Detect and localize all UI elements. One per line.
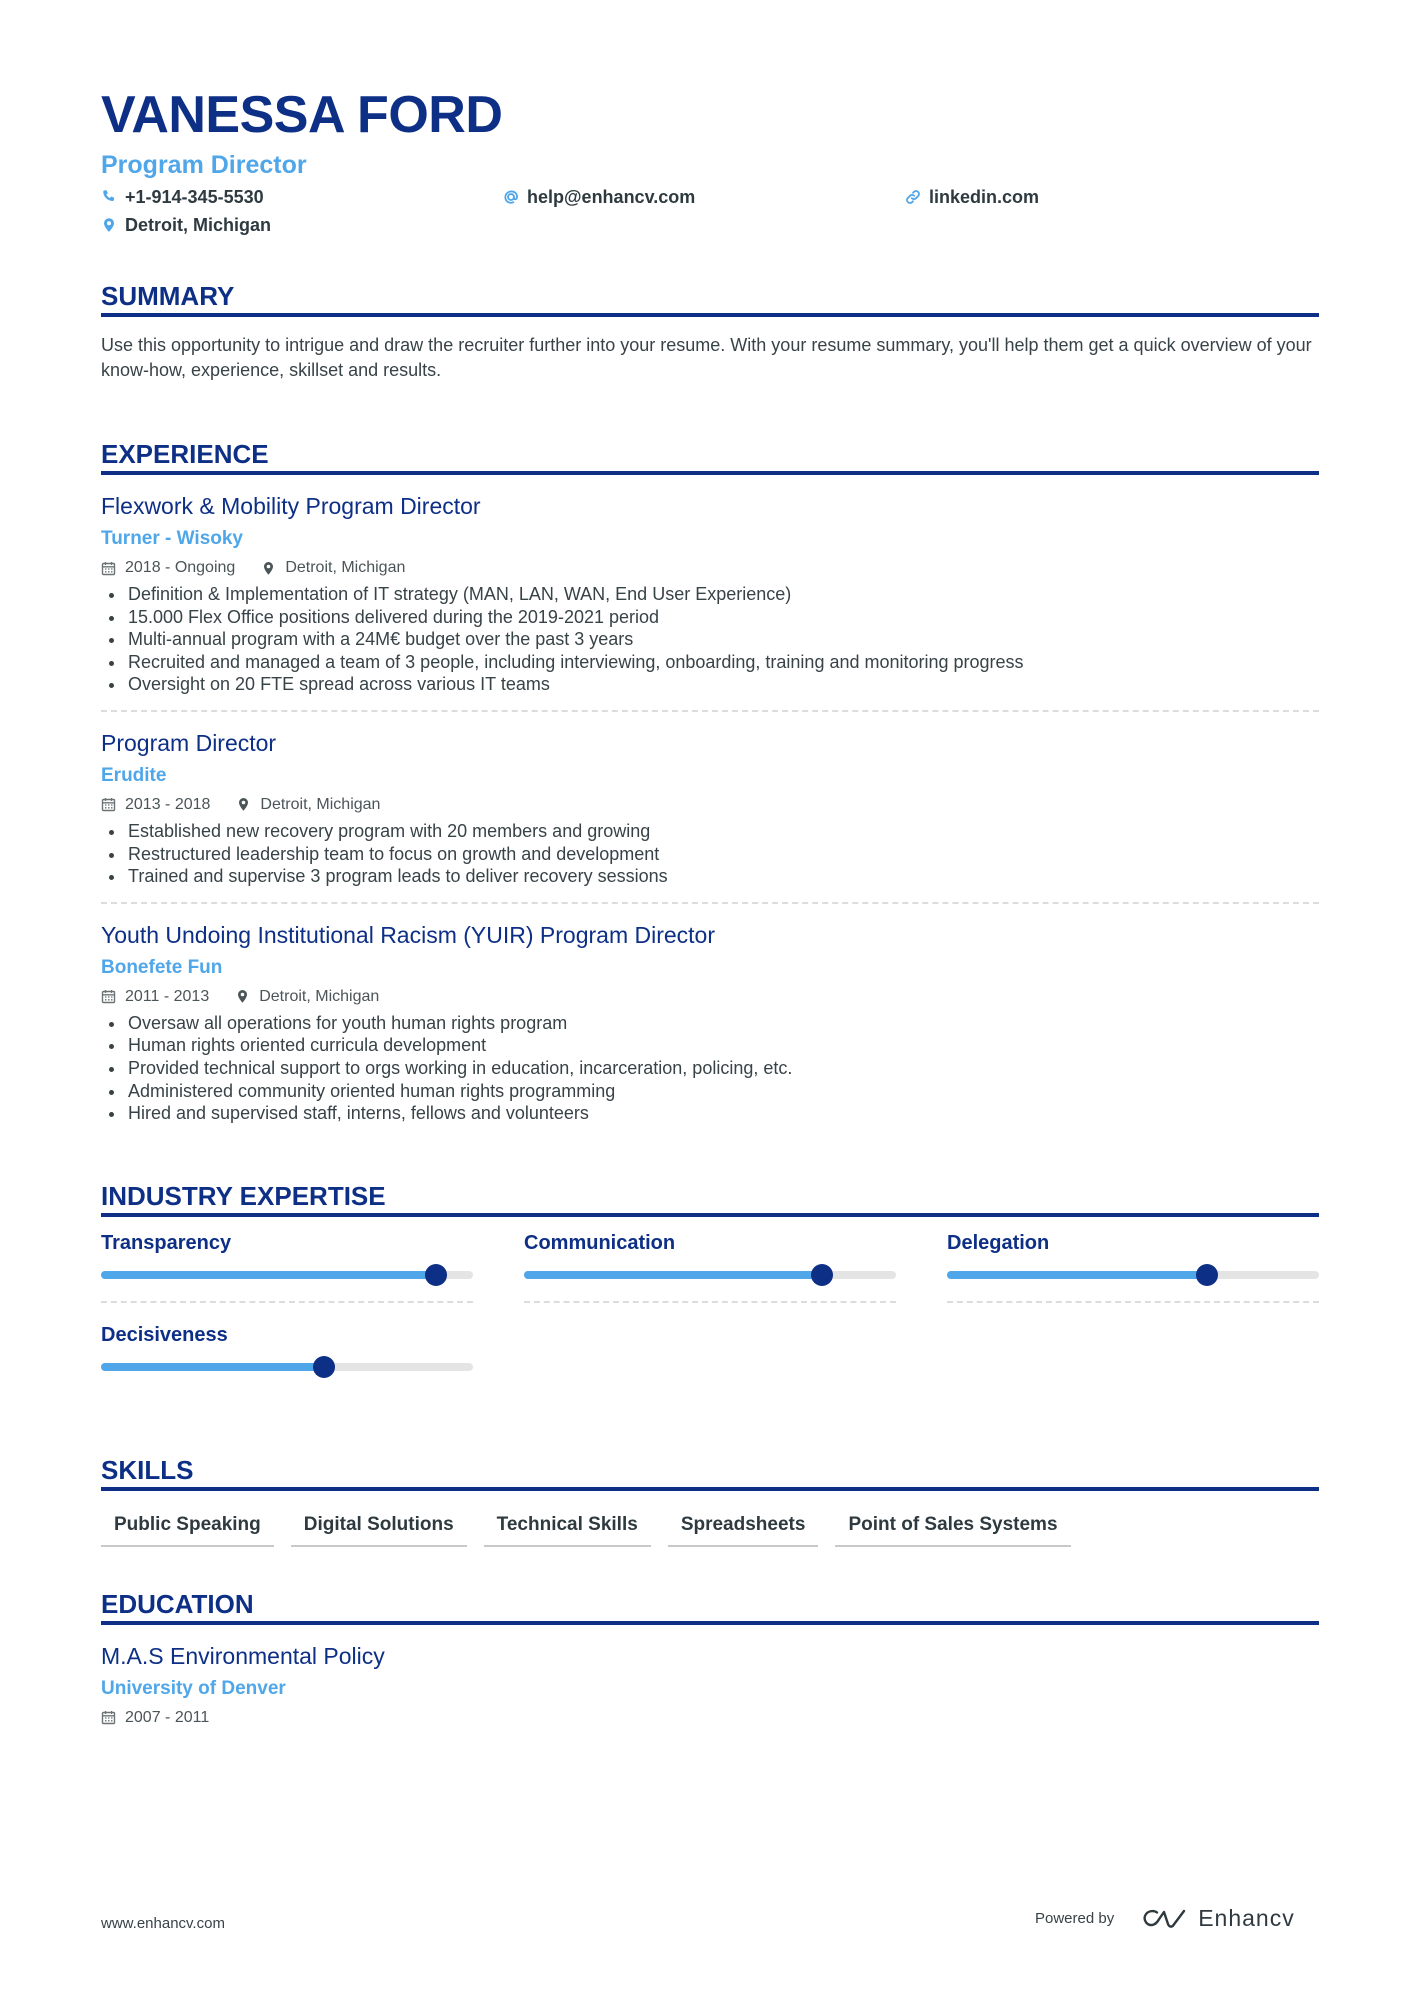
- list-item: Oversight on 20 FTE spread across various IT teams: [101, 673, 1319, 696]
- job-title: Youth Undoing Institutional Racism (YUIR) Program Director: [101, 921, 716, 948]
- contact-phone[interactable]: [101, 185, 503, 209]
- email-text: help@enhancv.com: [527, 186, 696, 207]
- summary-section: [101, 281, 1319, 383]
- expertise-bar: [101, 1271, 473, 1279]
- expertise-bar-knob: [1196, 1264, 1218, 1286]
- summary-text: Use this opportunity to intrigue and draw the recruiter further into your resume. With your resume summary, you'll help them get a quick overview of your know-how, experience, skillset and results.: [101, 335, 1312, 380]
- list-item: Hired and supervised staff, interns, fellows and volunteers: [101, 1102, 1319, 1125]
- expertise-item: [101, 1231, 473, 1303]
- job-company: Turner - Wisoky: [101, 528, 243, 549]
- list-item: Established new recovery program with 20 members and growing: [101, 820, 1319, 843]
- expertise-section: [101, 1181, 1319, 1393]
- expertise-bar: [947, 1271, 1319, 1279]
- job-title: Program Director: [101, 729, 277, 756]
- expertise-grid: [101, 1231, 1319, 1393]
- location-pin-icon: [101, 217, 117, 233]
- summary-heading: SUMMARY: [101, 281, 1319, 317]
- education-heading: EDUCATION: [101, 1589, 1319, 1625]
- contact-email[interactable]: [503, 185, 905, 209]
- expertise-bar-fill: [524, 1271, 822, 1279]
- list-item: Human rights oriented curricula development: [101, 1034, 1319, 1057]
- enhancv-logo[interactable]: [1142, 1905, 1295, 1932]
- experience-section: [101, 439, 1319, 1139]
- expertise-bar-fill: [947, 1271, 1207, 1279]
- expertise-bar: [524, 1271, 896, 1279]
- expertise-label: Delegation: [947, 1231, 1050, 1254]
- job-entry: [101, 712, 1319, 904]
- education-school: University of Denver: [101, 1677, 286, 1699]
- list-item: 15.000 Flex Office positions delivered during the 2019-2021 period: [101, 606, 1319, 629]
- job-company: Bonefete Fun: [101, 956, 223, 978]
- phone-icon: [101, 189, 117, 205]
- contact-location: [101, 213, 503, 237]
- job-dates: 2018 - Ongoing: [125, 559, 236, 576]
- location-pin-icon: [236, 797, 251, 812]
- powered-by-text: Powered by: [1035, 1910, 1115, 1927]
- location-pin-icon: [235, 989, 250, 1004]
- expertise-heading: INDUSTRY EXPERTISE: [101, 1181, 1319, 1217]
- job-location: Detroit, Michigan: [285, 559, 406, 576]
- job-company: Erudite: [101, 764, 167, 786]
- expertise-label: Transparency: [101, 1231, 232, 1254]
- list-item: Trained and supervise 3 program leads to deliver recovery sessions: [101, 865, 1319, 888]
- expertise-item: [524, 1231, 896, 1303]
- linkedin-text: linkedin.com: [929, 186, 1040, 207]
- expertise-label: Communication: [524, 1231, 676, 1254]
- education-section: [101, 1589, 1319, 1729]
- skills-heading: SKILLS: [101, 1455, 1319, 1491]
- skill-tag: Digital Solutions: [291, 1513, 467, 1547]
- list-item: Recruited and managed a team of 3 people, including interviewing, onboarding, training and monitoring progress: [101, 651, 1319, 674]
- expertise-label: Decisiveness: [101, 1323, 228, 1346]
- list-item: Restructured leadership team to focus on growth and development: [101, 843, 1319, 866]
- job-location: Detroit, Michigan: [260, 795, 381, 813]
- list-item: Administered community oriented human rights programming: [101, 1080, 1319, 1103]
- enhancv-logo-text: Enhancv: [1198, 1905, 1295, 1931]
- expertise-bar-knob: [811, 1264, 833, 1286]
- enhancv-logo-icon: [1142, 1907, 1188, 1931]
- skill-tag: Spreadsheets: [668, 1513, 819, 1547]
- calendar-icon: [101, 797, 116, 812]
- contact-linkedin[interactable]: [905, 185, 1307, 209]
- phone-text: +1-914-345-5530: [125, 186, 264, 207]
- location-pin-icon: [261, 561, 276, 576]
- job-entry: [101, 475, 1319, 712]
- skill-tag: Point of Sales Systems: [835, 1513, 1070, 1547]
- calendar-icon: [101, 561, 116, 576]
- skills-list: [101, 1513, 1319, 1547]
- job-bullets: [101, 820, 1319, 888]
- list-item: Definition & Implementation of IT strategy (MAN, LAN, WAN, End User Experience): [101, 583, 1319, 606]
- location-text: Detroit, Michigan: [125, 214, 272, 235]
- footer-branding: [1035, 1905, 1295, 1932]
- calendar-icon: [101, 1710, 116, 1725]
- list-item: Multi-annual program with a 24M€ budget over the past 3 years: [101, 628, 1319, 651]
- job-meta: [101, 986, 1319, 1008]
- expertise-item: [947, 1231, 1319, 1303]
- experience-heading: EXPERIENCE: [101, 439, 1319, 475]
- skill-tag: Technical Skills: [484, 1513, 651, 1547]
- expertise-bar-knob: [425, 1264, 447, 1286]
- footer-website[interactable]: www.enhancv.com: [101, 1915, 225, 1932]
- job-title: Flexwork & Mobility Program Director: [101, 493, 481, 519]
- link-icon: [905, 189, 921, 205]
- expertise-bar-knob: [313, 1356, 335, 1378]
- candidate-title: Program Director: [101, 151, 307, 179]
- job-dates: 2011 - 2013: [125, 987, 210, 1005]
- candidate-name: VANESSA FORD: [101, 86, 503, 144]
- education-meta: [101, 1707, 1319, 1729]
- at-icon: [503, 189, 519, 205]
- skill-tag: Public Speaking: [101, 1513, 274, 1547]
- job-meta: [101, 557, 1319, 579]
- education-dates: 2007 - 2011: [125, 1708, 210, 1726]
- list-item: Oversaw all operations for youth human rights program: [101, 1012, 1319, 1035]
- expertise-item: [101, 1323, 473, 1393]
- job-bullets: [101, 583, 1319, 696]
- job-meta: [101, 794, 1319, 816]
- job-dates: 2013 - 2018: [125, 795, 211, 813]
- skills-section: [101, 1455, 1319, 1547]
- resume-page: [101, 84, 1319, 1729]
- list-item: Provided technical support to orgs working in education, incarceration, policing, etc.: [101, 1057, 1319, 1080]
- job-bullets: [101, 1012, 1319, 1125]
- calendar-icon: [101, 989, 116, 1004]
- education-degree: M.A.S Environmental Policy: [101, 1642, 385, 1669]
- job-location: Detroit, Michigan: [259, 987, 380, 1005]
- expertise-bar: [101, 1363, 473, 1371]
- job-entry: [101, 904, 1319, 1139]
- contact-info: [101, 185, 1319, 237]
- expertise-bar-fill: [101, 1363, 324, 1371]
- expertise-bar-fill: [101, 1271, 436, 1279]
